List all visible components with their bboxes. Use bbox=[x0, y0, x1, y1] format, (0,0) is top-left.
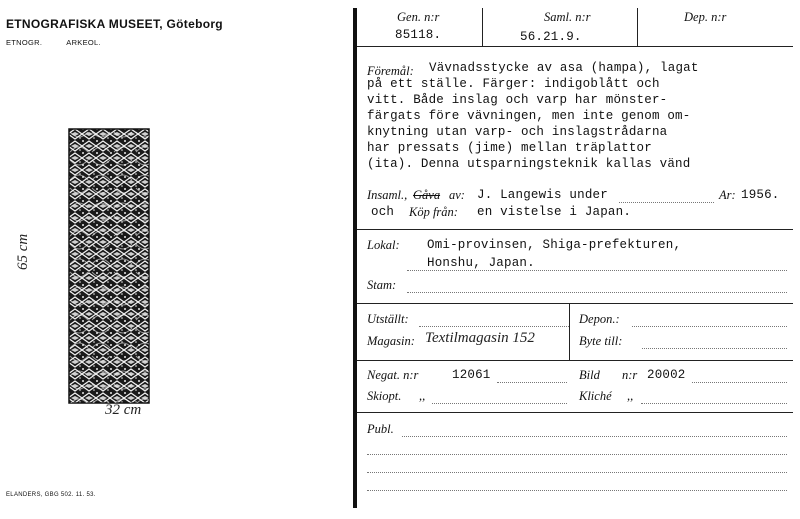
category-tags bbox=[6, 38, 123, 47]
desc-line: Vävnadsstycke av asa (hampa), lagat bbox=[429, 61, 699, 75]
bild-nr-label: n:r bbox=[622, 368, 638, 382]
saml-nr-label: Saml. n:r bbox=[544, 10, 591, 24]
tag-archaeology: ARKEOL. bbox=[66, 38, 101, 47]
kliche-label: Kliché bbox=[579, 389, 612, 403]
collector-value: J. Langewis under bbox=[477, 188, 608, 202]
dep-nr-label: Dep. n:r bbox=[684, 10, 727, 24]
object-label: Föremål: bbox=[367, 64, 414, 78]
gava-label-struck: Gåva bbox=[413, 188, 441, 202]
year-label: Ar: bbox=[719, 188, 736, 202]
lokal-line-2: Honshu, Japan. bbox=[427, 256, 535, 270]
desc-line: vitt. Både inslag och varp har mönster- bbox=[367, 93, 668, 107]
magasin-value: Textilmagasin 152 bbox=[425, 330, 535, 346]
desc-line: (ita). Denna utsparningsteknik kallas vänd bbox=[367, 157, 691, 171]
seller-value: en vistelse i Japan. bbox=[477, 205, 632, 219]
catalog-card bbox=[357, 8, 793, 508]
year-value: 1956. bbox=[741, 188, 780, 202]
museum-title: ETNOGRAFISKA MUSEET, Göteborg bbox=[6, 17, 223, 31]
saml-nr-value: 56.21.9. bbox=[520, 30, 582, 44]
skiopt-label: Skiopt. bbox=[367, 389, 402, 403]
width-note: 32 cm bbox=[105, 402, 142, 418]
insaml-label: Insaml., bbox=[367, 188, 408, 202]
lokal-line-1: Omi-provinsen, Shiga-prefekturen, bbox=[427, 238, 682, 252]
stam-label: Stam: bbox=[367, 278, 397, 292]
bild-label: Bild bbox=[579, 368, 600, 382]
desc-line: knytning utan varp- och inslagstrådarna bbox=[367, 125, 668, 139]
kliche-value: ,, bbox=[627, 389, 634, 403]
kop-fran-label: Köp från: bbox=[409, 205, 458, 219]
desc-line: har pressats (jime) mellan träplattor bbox=[367, 141, 652, 155]
gen-nr-label: Gen. n:r bbox=[397, 10, 440, 24]
textile-sketch bbox=[68, 128, 150, 404]
gen-nr-value: 85118. bbox=[395, 28, 442, 42]
negat-nr-label: Negat. n:r bbox=[367, 368, 419, 382]
skiopt-value: ,, bbox=[419, 389, 426, 403]
bild-nr-value: 20002 bbox=[647, 368, 686, 382]
byte-till-label: Byte till: bbox=[579, 334, 623, 348]
magasin-label: Magasin: bbox=[367, 334, 415, 348]
negat-nr-value: 12061 bbox=[452, 368, 491, 382]
utstallt-label: Utställt: bbox=[367, 312, 409, 326]
lokal-label: Lokal: bbox=[367, 238, 400, 252]
av-label: av: bbox=[449, 188, 465, 202]
object-description bbox=[367, 60, 787, 172]
publ-label: Publ. bbox=[367, 422, 394, 436]
desc-line: på ett ställe. Färger: indigoblått och bbox=[367, 77, 660, 91]
height-note: 65 cm bbox=[15, 233, 31, 270]
och-text: och bbox=[371, 205, 395, 219]
desc-line: färgats före vävningen, men inte genom om- bbox=[367, 109, 691, 123]
printer-imprint: ELANDERS, GBG 502. 11. 53. bbox=[6, 492, 96, 498]
tag-ethnography: ETNOGR. bbox=[6, 38, 43, 47]
depon-label: Depon.: bbox=[579, 312, 620, 326]
